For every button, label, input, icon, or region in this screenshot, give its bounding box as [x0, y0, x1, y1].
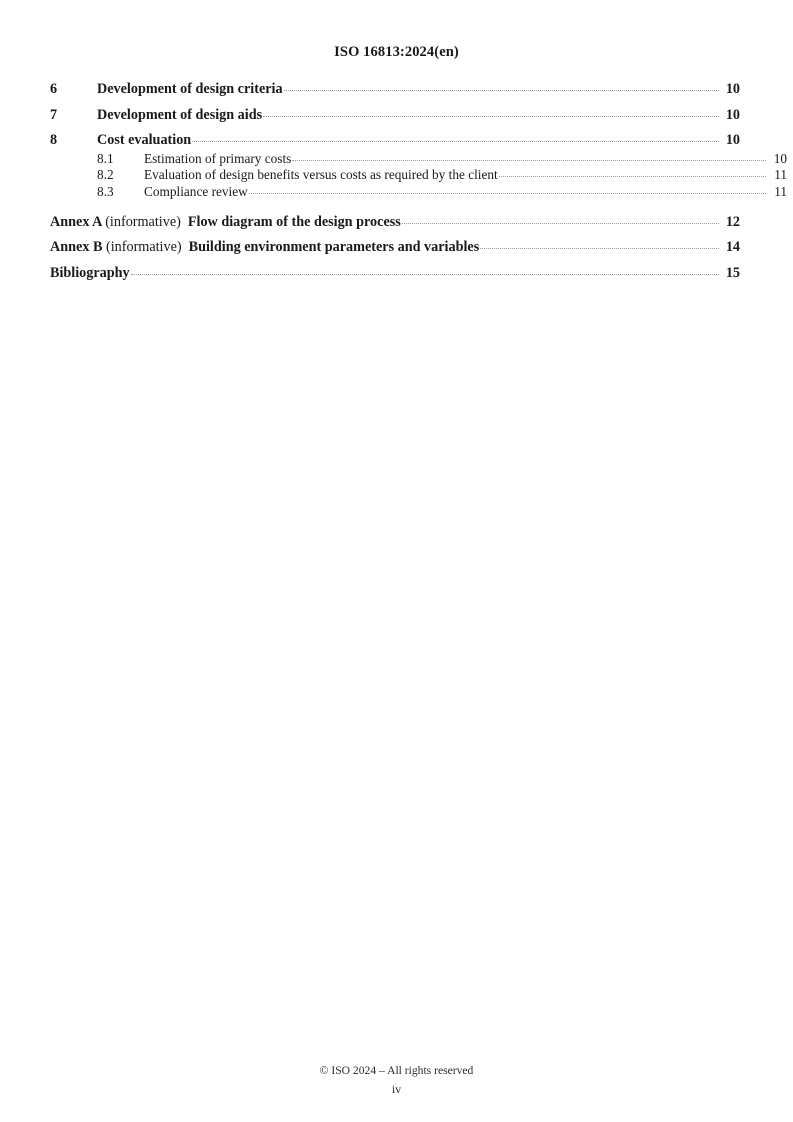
toc-entry-title: Evaluation of design benefits versus costs as required by the client [144, 167, 498, 183]
toc-entry-bibliography[interactable] [50, 266, 740, 280]
toc-entry-page: 11 [774, 167, 787, 183]
footer-page-number: iv [391, 1082, 402, 1096]
toc-leader-dots [499, 175, 766, 177]
toc-entry-page: 15 [725, 264, 740, 281]
toc-entry-page: 11 [774, 184, 787, 200]
toc-entry-subclause-8-3[interactable] [50, 185, 787, 198]
toc-leader-dots [249, 192, 766, 194]
toc-entry-subclause-8-2[interactable] [50, 168, 787, 181]
toc-entry-title: Flow diagram of the design process [187, 213, 401, 230]
toc-leader-dots [292, 159, 766, 161]
toc-entry-annex-a[interactable] [50, 215, 740, 229]
toc-entry-title: Building environment parameters and variables [188, 239, 480, 256]
toc-entry-page: 10 [725, 132, 740, 149]
toc-entry-title: Development of design criteria [97, 81, 283, 97]
toc-entry-number: 7 [50, 106, 58, 123]
toc-entry-page: 10 [725, 106, 740, 123]
toc-entry-number: Annex A [50, 213, 102, 230]
toc-entry-number: 8.2 [97, 167, 114, 183]
toc-leader-dots [131, 273, 719, 275]
toc-entry-page: 12 [725, 213, 740, 230]
toc-entry-annex-label [50, 215, 401, 229]
toc-entry-number: 8.1 [97, 150, 114, 166]
toc-entry-qualifier: (informative) [105, 213, 181, 230]
toc-entry-title: Estimation of primary costs [144, 150, 292, 166]
toc-entry-page: 14 [725, 239, 740, 256]
toc-entry-number: 8.3 [97, 184, 114, 200]
toc-leader-dots [480, 247, 719, 249]
toc-entry-annex-label [50, 240, 479, 254]
toc-leader-dots [402, 222, 719, 224]
toc-entry-title: Cost evaluation [97, 132, 192, 149]
toc-leader-dots [263, 115, 719, 117]
toc-entry-annex-b[interactable] [50, 240, 740, 254]
toc-entry-title: Compliance review [144, 184, 248, 200]
toc-entry-title: Bibliography [50, 264, 130, 281]
toc-leader-dots [192, 140, 719, 142]
table-of-contents [50, 81, 787, 292]
toc-leader-dots [284, 89, 719, 91]
toc-entry-subclause-8-1[interactable] [50, 152, 787, 165]
toc-entry-title: Development of design aids [97, 106, 263, 123]
footer-copyright: © ISO 2024 – All rights reserved [319, 1064, 474, 1077]
toc-entry-number: 8 [50, 132, 58, 149]
toc-entry-page: 10 [725, 81, 740, 97]
toc-entry-clause-7[interactable] [50, 108, 740, 122]
toc-entry-clause-6[interactable] [50, 82, 740, 96]
toc-entry-number: 6 [50, 81, 58, 97]
toc-entry-clause-8[interactable] [50, 133, 740, 147]
document-header-title: ISO 16813:2024(en) [334, 44, 459, 60]
toc-entry-page: 10 [773, 150, 787, 166]
toc-entry-qualifier: (informative) [105, 239, 182, 256]
toc-entry-number: Annex B [50, 239, 103, 256]
